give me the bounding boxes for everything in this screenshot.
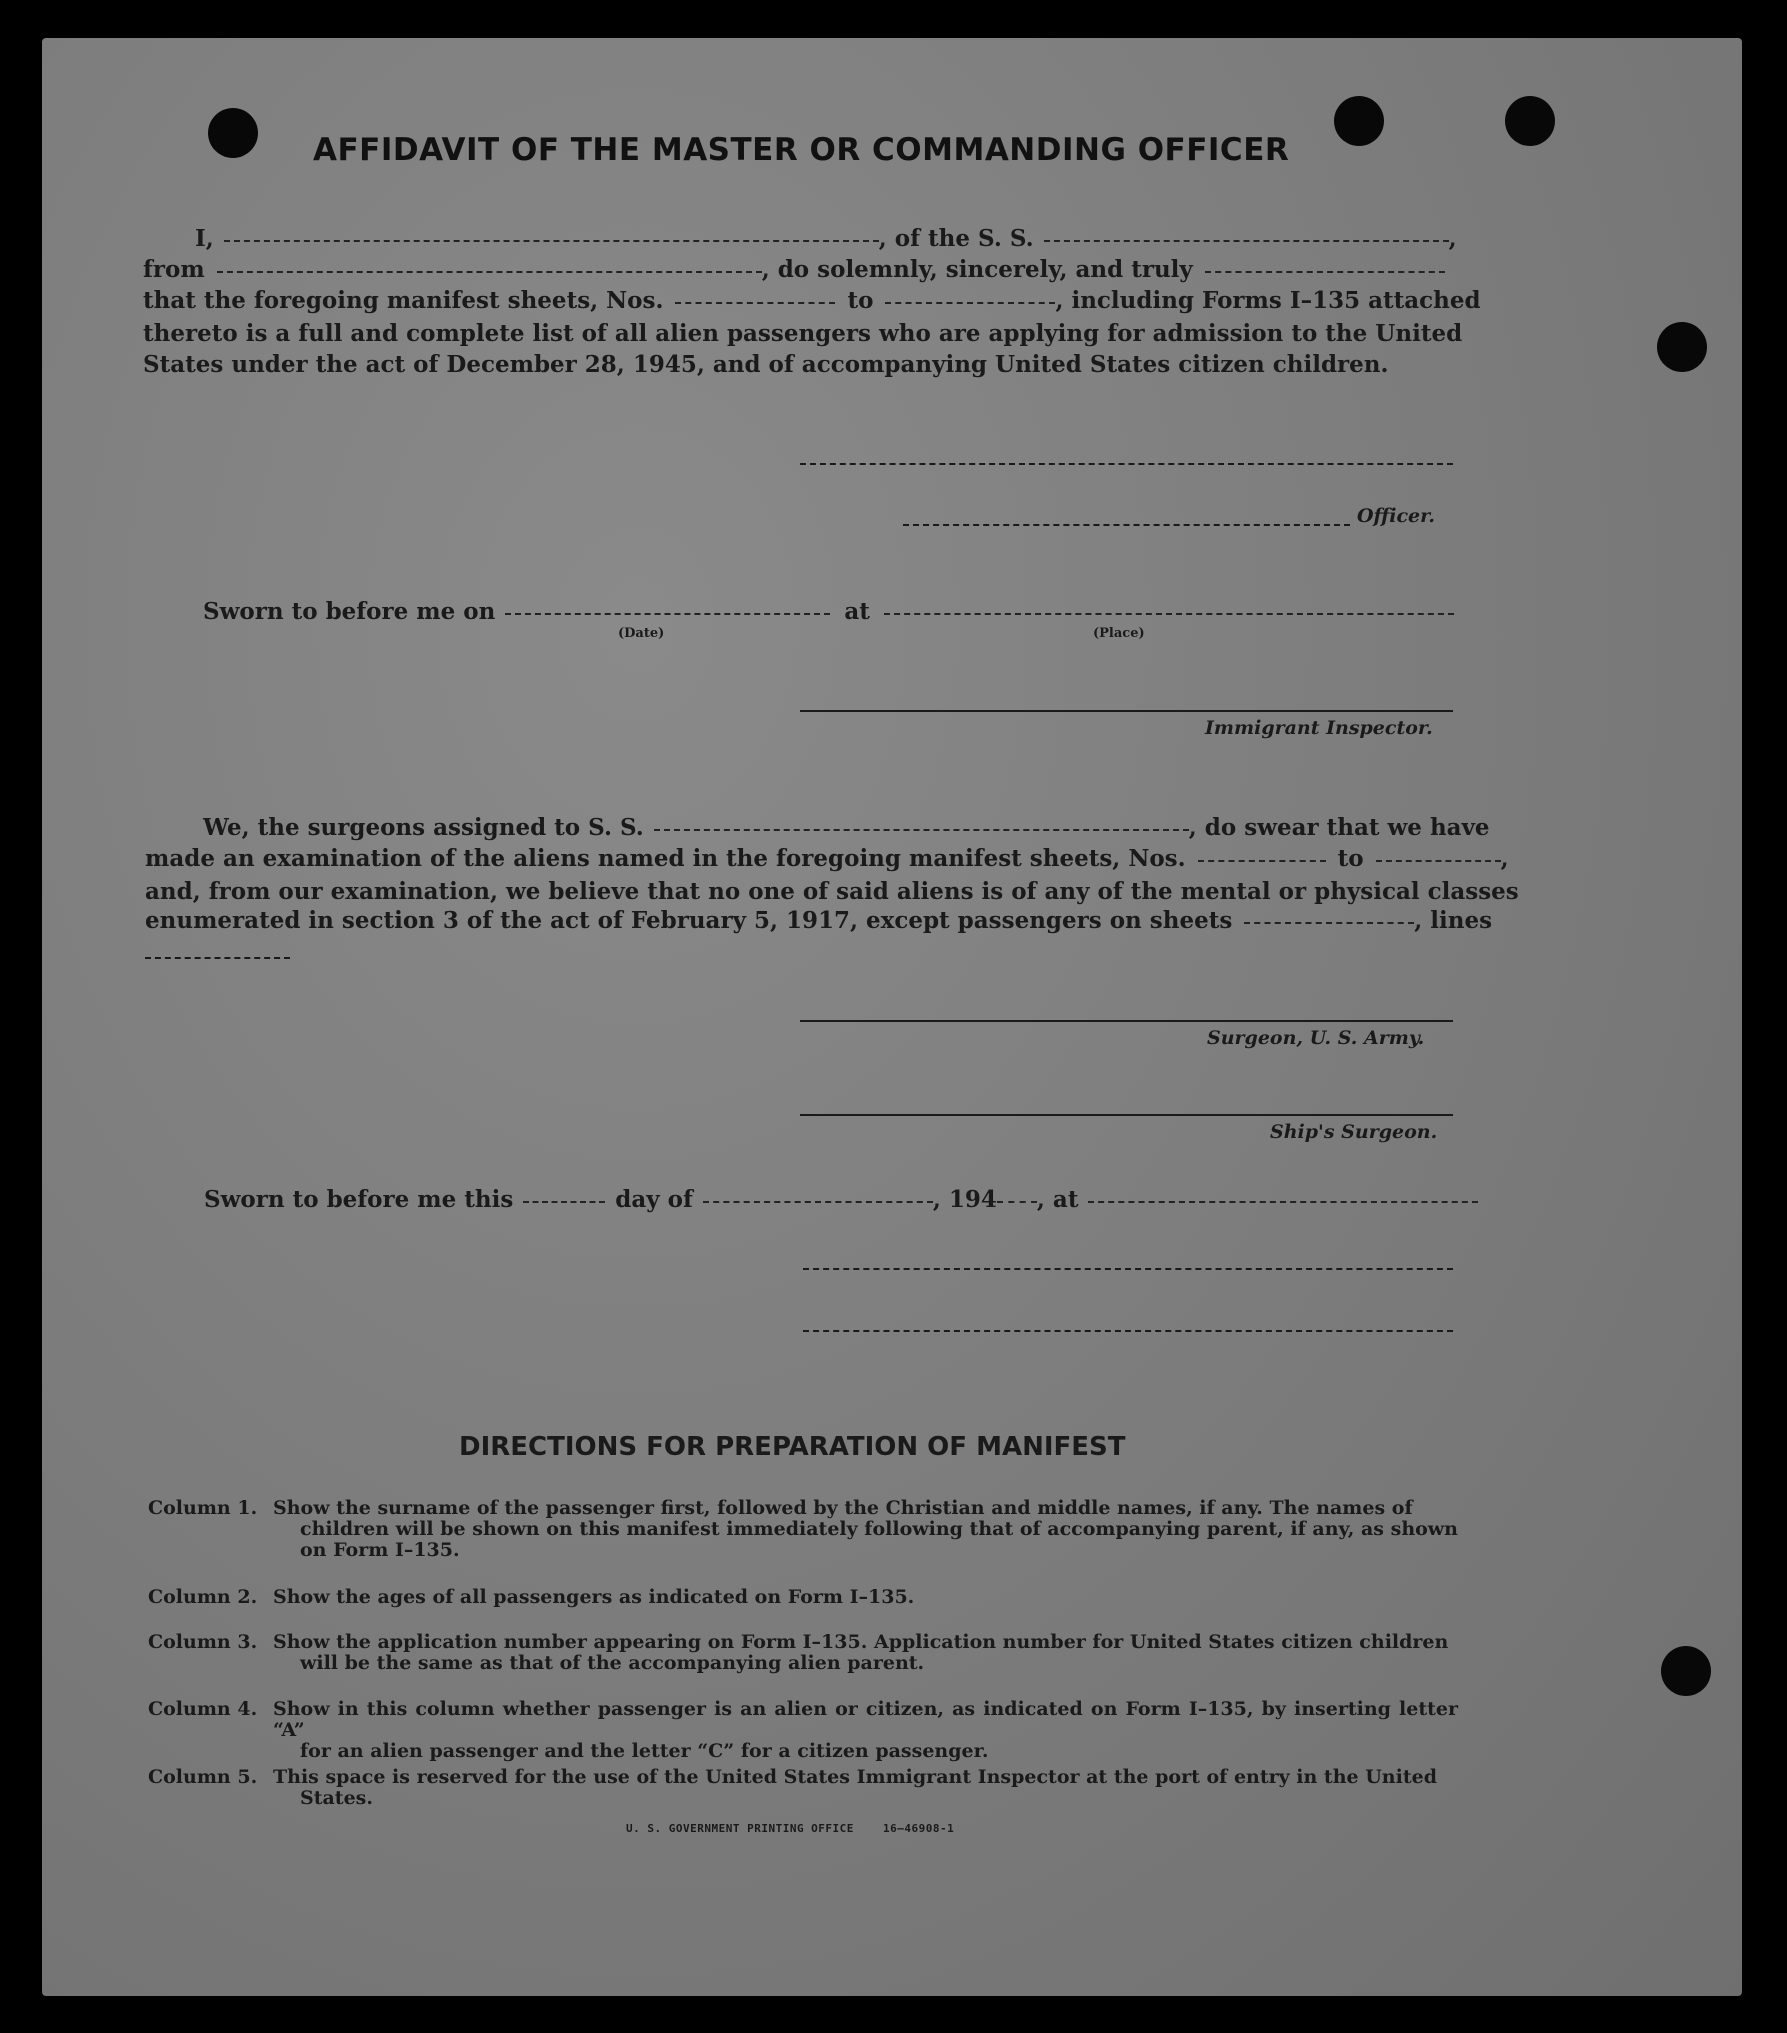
- surgeons-line-3: and, from our examination, we believe that no one of said aliens is of any of the mental or physical classes: [145, 878, 1519, 905]
- punch-hole: [208, 108, 258, 158]
- day-field[interactable]: [523, 1201, 605, 1203]
- sworn2-place-field[interactable]: [1088, 1201, 1478, 1203]
- sworn-place-field[interactable]: [884, 613, 1454, 615]
- signature-line[interactable]: [800, 463, 1453, 465]
- affidavit-line-5: States under the act of December 28, 1945, and of accompanying United States citizen children.: [143, 351, 1389, 378]
- affidavit-line-4: thereto is a full and complete list of all alien passengers who are applying for admission to the United: [143, 320, 1463, 347]
- surgeons-line-2: made an examination of the aliens named in the foregoing manifest sheets, Nos. to ,: [145, 845, 1509, 872]
- direction-item: Column 4. Show in this column whether passenger is an alien or citizen, as indicated on Form I–135, by inserting letter “A” for an alien passenger and the letter “C” for a citizen passenger.: [148, 1698, 1458, 1762]
- inspector-signature-line[interactable]: [800, 710, 1453, 712]
- surgeons-line-1: We, the surgeons assigned to S. S. , do swear that we have: [203, 814, 1490, 841]
- oath-field[interactable]: [1205, 271, 1445, 273]
- direction-item: Column 3. Show the application number appearing on Form I–135. Application number for United States citizen children will be the same as that of the accompanying alien parent.: [148, 1631, 1449, 1674]
- surgeons-line-4: enumerated in section 3 of the act of February 5, 1917, except passengers on sheets , lines: [145, 907, 1493, 934]
- direction-item: Column 2. Show the ages of all passengers as indicated on Form I–135.: [148, 1586, 915, 1608]
- surgeons-from-field[interactable]: [1198, 860, 1326, 862]
- sheet-to-field[interactable]: [885, 302, 1055, 304]
- ship-field[interactable]: [1044, 240, 1449, 242]
- affidavit-title: AFFIDAVIT OF THE MASTER OR COMMANDING OFFICER: [313, 132, 1290, 168]
- affidavit-line-1: I, , of the S. S. ,: [195, 225, 1457, 252]
- punch-hole: [1334, 96, 1384, 146]
- port-field[interactable]: [217, 271, 762, 273]
- affidavit-line-3: that the foregoing manifest sheets, Nos. to , including Forms I–135 attached: [143, 287, 1481, 314]
- name-field[interactable]: [224, 240, 879, 242]
- surgeons-ship-field[interactable]: [654, 829, 1189, 831]
- direction-item: Column 5. This space is reserved for the use of the United States Immigrant Inspector at the port of entry in the United States.: [148, 1766, 1437, 1809]
- affidavit-line-2: from , do solemnly, sincerely, and truly: [143, 256, 1463, 283]
- ship-surgeon-signature-line[interactable]: [800, 1114, 1453, 1116]
- officer-label: Officer.: [1357, 505, 1436, 527]
- place-caption: (Place): [1093, 626, 1145, 641]
- punch-hole: [1661, 1646, 1711, 1696]
- army-surgeon-label: Surgeon, U. S. Army.: [1207, 1027, 1425, 1049]
- direction-item: Column 1. Show the surname of the passenger first, followed by the Christian and middle names, if any. The names of children will be shown on this manifest immediately following that of accompanying parent, if any, as shown on Form I–135.: [148, 1497, 1458, 1561]
- sworn-line-1: Sworn to before me on at: [203, 598, 1463, 625]
- sheet-from-field[interactable]: [675, 302, 835, 304]
- year-field[interactable]: [997, 1201, 1037, 1203]
- punch-hole: [1505, 96, 1555, 146]
- form-code: 16—46908-1: [883, 1822, 955, 1835]
- official-signature-line-2[interactable]: [803, 1330, 1453, 1332]
- inspector-label: Immigrant Inspector.: [1205, 717, 1433, 739]
- printer-imprint: U. S. GOVERNMENT PRINTING OFFICE: [626, 1822, 854, 1835]
- sworn-date-field[interactable]: [505, 613, 830, 615]
- ship-surgeon-label: Ship's Surgeon.: [1270, 1121, 1438, 1143]
- official-signature-line-1[interactable]: [803, 1268, 1453, 1270]
- surgeons-to-field[interactable]: [1376, 860, 1501, 862]
- sworn-line-2: Sworn to before me this day of , 194 , at: [204, 1186, 1464, 1213]
- lines-field[interactable]: [145, 957, 290, 959]
- punch-hole: [1657, 322, 1707, 372]
- army-surgeon-signature-line[interactable]: [800, 1020, 1453, 1022]
- month-field[interactable]: [703, 1201, 933, 1203]
- date-caption: (Date): [618, 626, 665, 641]
- directions-title: DIRECTIONS FOR PREPARATION OF MANIFEST: [459, 1432, 1126, 1462]
- officer-signature-line[interactable]: [903, 524, 1350, 526]
- except-sheets-field[interactable]: [1244, 922, 1414, 924]
